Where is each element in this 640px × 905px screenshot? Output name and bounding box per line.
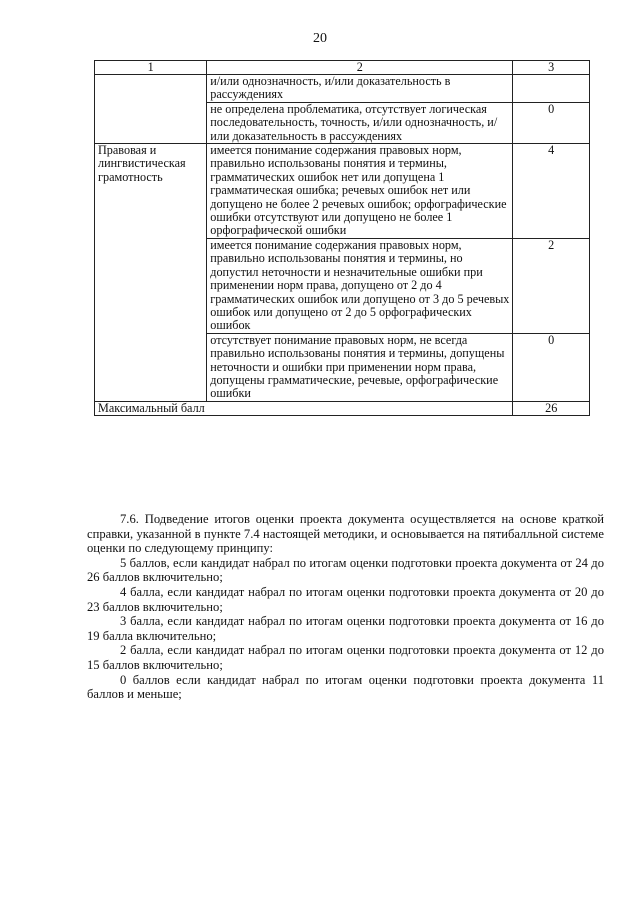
column-header: 3 bbox=[513, 61, 590, 75]
total-label: Максимальный балл bbox=[95, 401, 513, 415]
criterion-cell: Правовая и лингвистическая грамотность bbox=[95, 144, 207, 239]
table-row bbox=[95, 333, 590, 401]
table-row bbox=[95, 75, 590, 103]
description-cell: не определена проблематика, отсутствует логическая последовательность, точность, и/или однозначность, и/или доказательность в рассуждениях bbox=[207, 102, 513, 143]
paragraph: 4 балла, если кандидат набрал по итогам оценки подготовки проекта документа от 20 до 23 баллов включительно; bbox=[87, 584, 604, 614]
column-header: 1 bbox=[95, 61, 207, 75]
criterion-cell bbox=[95, 333, 207, 401]
paragraph: 2 балла, если кандидат набрал по итогам оценки подготовки проекта документа от 12 до 15 баллов включительно; bbox=[87, 643, 604, 672]
total-row bbox=[95, 401, 590, 415]
table-row bbox=[95, 102, 590, 143]
score-cell: 4 bbox=[513, 144, 590, 239]
paragraph: 5 баллов, если кандидат набрал по итогам оценки подготовки проекта документа от 24 до 26 баллов включительно; bbox=[87, 555, 604, 585]
description-cell: имеется понимание содержания правовых норм, правильно использованы понятия и термины, но допустил неточности и незначительные ошибки при применении норм права, допущено от 2 до 4 грамматических ошибок или допущено от 3 до 5 речевых ошибок или допущено от 2 до 5 орфографических ошибок bbox=[207, 238, 513, 333]
total-score: 26 bbox=[513, 401, 590, 415]
paragraph: 7.6. Подведение итогов оценки проекта документа осуществляется на основе краткой справки, указанной в пункте 7.4 настоящей методики, и основывается на пятибалльной системе оценки по следующему принципу: bbox=[87, 512, 604, 556]
score-cell bbox=[513, 75, 590, 103]
table-row bbox=[95, 144, 590, 239]
score-cell: 0 bbox=[513, 102, 590, 143]
criterion-cell bbox=[95, 75, 207, 103]
score-cell: 2 bbox=[513, 238, 590, 333]
page-number: 20 bbox=[313, 31, 327, 46]
body-text bbox=[87, 512, 604, 702]
description-cell: и/или однозначность, и/или доказательность в рассуждениях bbox=[207, 75, 513, 103]
paragraph: 3 балла, если кандидат набрал по итогам оценки подготовки проекта документа от 16 до 19 балла включительно; bbox=[87, 614, 604, 643]
criterion-cell bbox=[95, 102, 207, 143]
table-header-row bbox=[95, 61, 590, 75]
table-row bbox=[95, 238, 590, 333]
score-cell: 0 bbox=[513, 333, 590, 401]
paragraph: 0 баллов если кандидат набрал по итогам оценки подготовки проекта документа 11 баллов и меньше; bbox=[87, 672, 604, 702]
description-cell: отсутствует понимание правовых норм, не всегда правильно использованы понятия и термины, допущены неточности и ошибки при применении норм права, допущены грамматические, речевые, орфографические ошибки bbox=[207, 333, 513, 401]
criterion-cell bbox=[95, 238, 207, 333]
criteria-table bbox=[94, 60, 590, 416]
column-header: 2 bbox=[207, 61, 513, 75]
description-cell: имеется понимание содержания правовых норм, правильно использованы понятия и термины, грамматических ошибок нет или допущена 1 грамматическая ошибка; речевых ошибок нет или допущено не более 2 речевых ошибок; орфографические ошибки отсутствуют или допущено не более 1 орфографической ошибки bbox=[207, 144, 513, 239]
